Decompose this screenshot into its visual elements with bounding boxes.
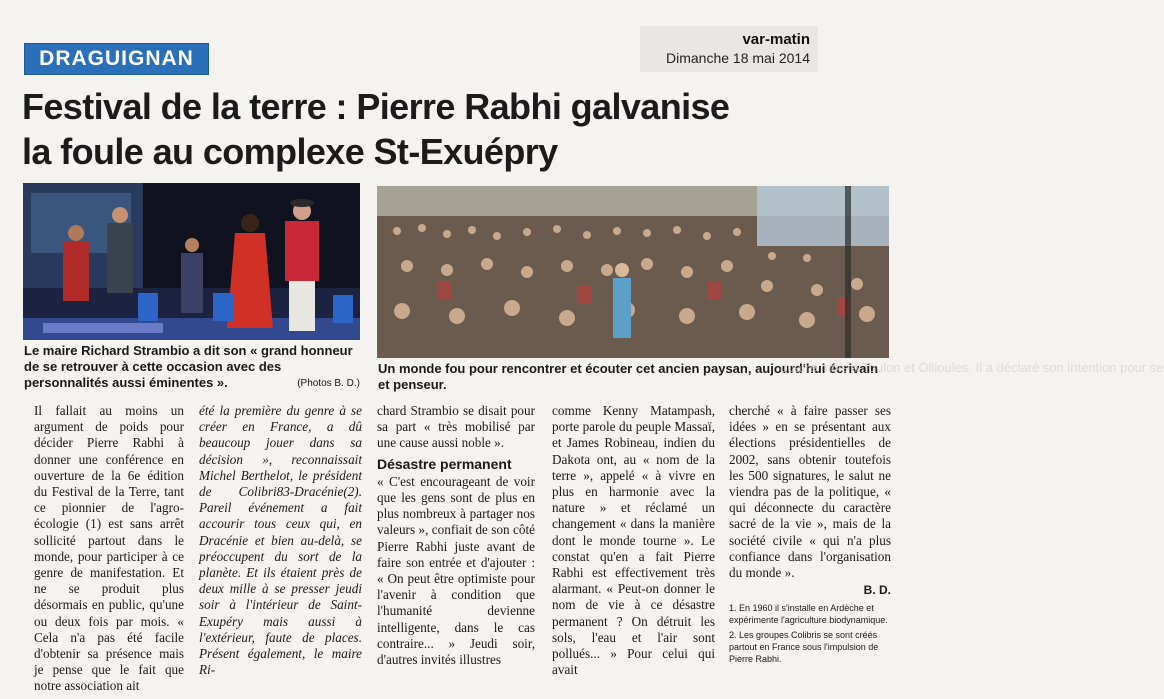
publication-date: Dimanche 18 mai 2014 (666, 50, 810, 66)
stage-caption-text: Le maire Richard Strambio a dit son « grand honneur de se retrouver à cette occasion avec des personnalités aussi éminentes ». (24, 343, 353, 390)
article-column-3 (377, 403, 535, 668)
headline (22, 84, 882, 174)
headline-line-2: la foule au complexe St-Exuépry (22, 131, 558, 172)
crowd-photo (377, 186, 889, 358)
article-column-1 (34, 403, 184, 695)
author-signature: B. D. (863, 583, 891, 598)
bleed-through-text: quatre mois à Toulon et Ollioules. Il a déclaré son intention pour se (780, 360, 1164, 375)
stage-photo-illustration (23, 183, 360, 340)
footnotes (729, 602, 891, 665)
article-paragraph: chard Strambio se disait pour sa part « très mobilisé par une cause aussi noble ». (377, 403, 535, 451)
footnote-1: 1. En 1960 il s'installe en Ardèche et expérimente l'agriculture biodynamique. (729, 603, 888, 626)
footnote-2: 2. Les groupes Colibris se sont créés partout en France sous l'impulsion de Pierre Rabhi. (729, 630, 879, 665)
stage-photo-caption (24, 343, 360, 392)
article-subhead: Désastre permanent (377, 455, 512, 472)
article-paragraph: comme Kenny Matampash, porte parole du peuple Massaï, et James Robineau, indien du Dakota ont, au « nom de la terre », appelé « à vivre en plus en harmonie avec la nature » et réclamé un changement « dans la manière dont le monde tourne ». Le constat qu'en a fait Pierre Rabhi est effectivement très alarmant. « Peut-on donner le nom de vie à ce désastre permanent ? On détruit les sols, l'eau et l'air sont pollués... » Pour celui qui avait (552, 403, 715, 678)
section-tag: DRAGUIGNAN (24, 43, 209, 75)
photo-credit: (Photos B. D.) (297, 378, 360, 389)
article-column-4 (552, 403, 715, 678)
headline-line-1: Festival de la terre : Pierre Rabhi galvanise (22, 86, 730, 127)
article-column-2 (199, 403, 362, 678)
paper-name: var-matin (742, 31, 810, 48)
article-paragraph: « C'est encourageant de voir que les gens sont de plus en plus nombreux à partager nos valeurs », confiait de son côté Pierre Rabhi juste avant de faire son entrée et d'ajouter : « On peut être optimiste pour l'avenir à condition que l'humanité devienne intelligente, dans le cas contraire... » Jeudi soir, d'autres invités illustres (377, 473, 535, 668)
masthead (640, 26, 818, 72)
article-paragraph: été la première du genre à se créer en France, a dû beaucoup jouer dans sa décision », reconnaissait Michel Berthelot, le président de Colibri83-Dracénie(2). Pareil événement a fait accourir tous ceux qui, en Dracénie et bien au-delà, se préoccupent du sort de la planète. Et ils étaient près de deux mille à se presser jeudi soir à l'intérieur de Saint-Exupéry mais aussi à l'extérieur, faute de places. Présent également, le maire Ri- (199, 403, 362, 678)
article-column-5 (729, 403, 891, 668)
article-paragraph: cherché « à faire passer ses idées » en se présentant aux élections présidentielles de 2002, sans obtenir toutefois les 500 signatures, le salut ne viendra pas de la politique, « qui déconnecte du caractère sacré de la vie », mais de la société civile « qui n'a plus confiance dans l'organisation du monde ». (729, 403, 891, 581)
crowd-photo-caption: Un monde fou pour rencontrer et écouter cet ancien paysan, aujourd'hui écrivain et penseur. (378, 361, 879, 392)
stage-photo (23, 183, 360, 340)
crowd-photo-illustration (377, 186, 889, 358)
article-paragraph: Il fallait au moins un argument de poids pour décider Pierre Rabhi à donner une conférence en ouverture de la 6e édition du Festival de la Terre, tant ce pionnier de l'agro-écologie (1) est sans arrêt sollicité partout dans le monde, pour participer à ce genre de manifestation. Et ne se produit plus désormais en public, qu'une ou deux fois par mois. « Cela n'a pas été facile d'obtenir sa présence mais je pense que le fait que notre association ait (34, 403, 184, 694)
